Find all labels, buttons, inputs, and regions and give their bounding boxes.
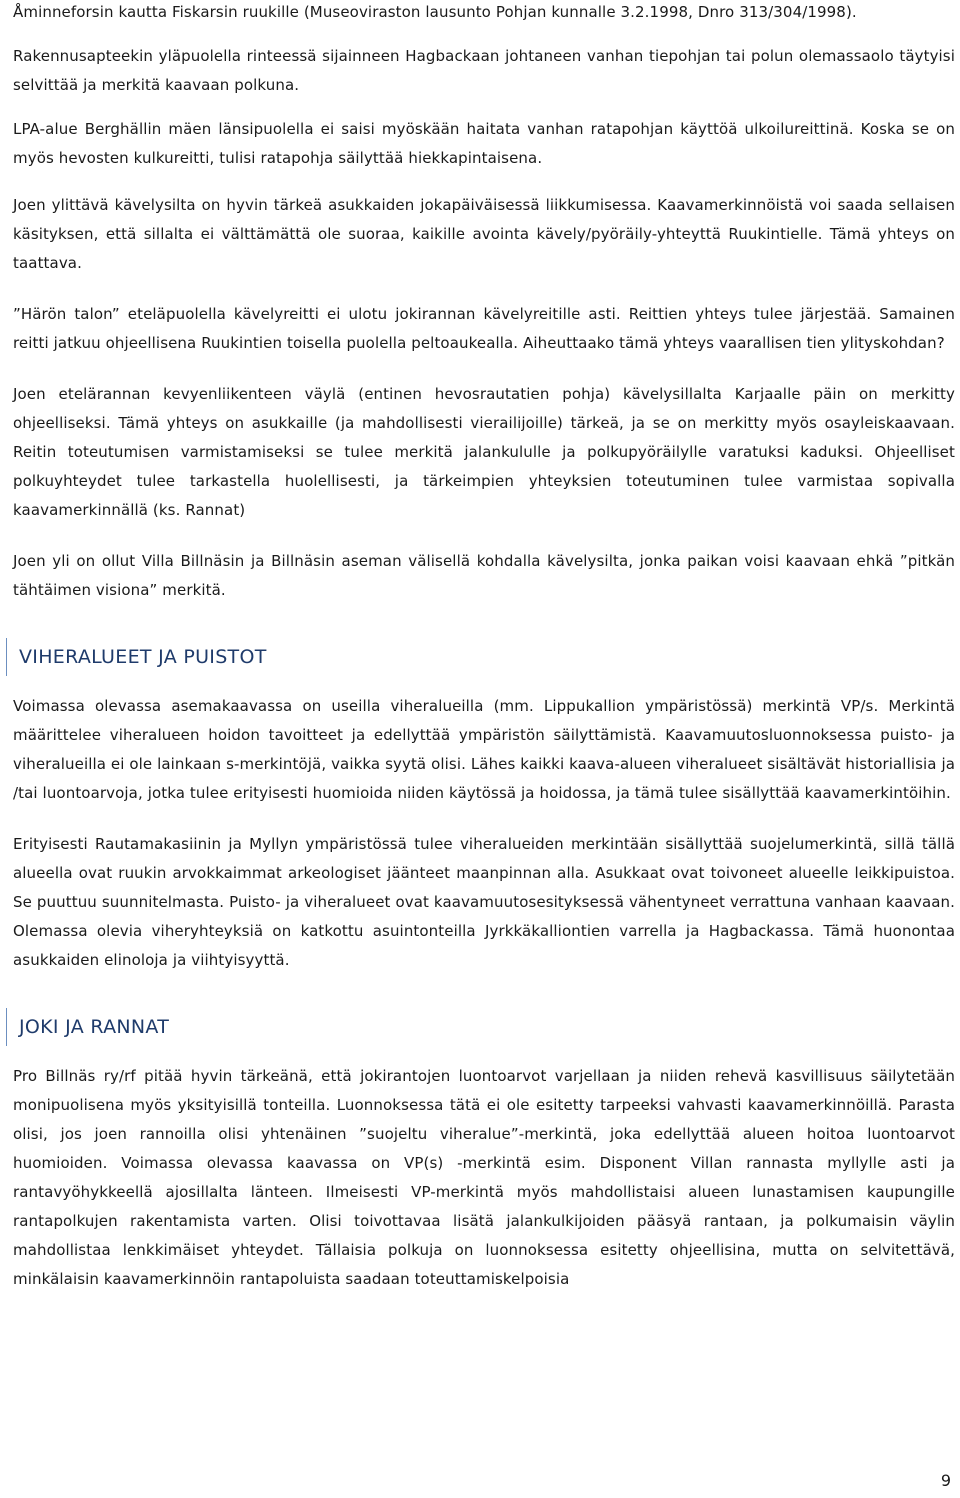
paragraph: Joen yli on ollut Villa Billnäsin ja Billnäsin aseman välisellä kohdalla kävelysilta, jonka paikan voisi kaavaan ehkä ”pitkän tähtäimen visiona” merkitä. bbox=[13, 552, 955, 599]
paragraph: ”Härön talon” eteläpuolella kävelyreitti ei ulotu jokirannan kävelyreitille asti. Reittien yhteys tulee järjestää. Samainen reitti jatkuu ohjeellisena Ruukintien toisella puolella peltoaukealla. Aiheuttaako tämä yhteys vaarallisen tien ylityskohdan? bbox=[13, 305, 955, 352]
paragraph: LPA-alue Berghällin mäen länsipuolella ei saisi myöskään haitata vanhan ratapohjan käyttöä ulkoilureittinä. Koska se on myös hevosten kulkureitti, tulisi ratapohja säilyttää hiekkapintaisena. bbox=[13, 120, 955, 167]
paragraph: Åminneforsin kautta Fiskarsin ruukille (Museoviraston lausunto Pohjan kunnalle 3.2.1998, Dnro 313/304/1998). bbox=[13, 3, 857, 21]
page-number: 9 bbox=[940, 1471, 951, 1490]
paragraph: Erityisesti Rautamakasiinin ja Myllyn ympäristössä tulee viheralueiden merkintään sisällyttää suojelumerkintä, sillä tällä alueella ovat ruukin arvokkaimmat arkeologiset jäänteet maanpinnan alla. Asukkaat ovat toivoneet alueelle leikkipuistoa. Se puuttuu suunnitelmasta. Puisto- ja viheralueet ovat kaavamuutosesityksessä vähentyneet verrattuna vanhaan kaavaan. Olemassa olevia viheryhteyksiä on katkottu asuintonteilla Jyrkkäkalliontien varrella ja Hagbackassa. Tämä huonontaa asukkaiden elinoloja ja viihtyisyyttä. bbox=[13, 835, 955, 969]
section-heading-joki-ja-rannat: JOKI JA RANNAT bbox=[6, 1008, 955, 1046]
paragraph: Joen ylittävä kävelysilta on hyvin tärkeä asukkaiden jokapäiväisessä liikkumisessa. Kaavamerkinnöistä voi saada sellaisen käsityksen, että sillalta ei välttämättä ole suoraa, kaikille avointa kävely/pyöräily-yhteyttä Ruukintielle. Tämä yhteys on taattava. bbox=[13, 196, 955, 272]
document-page bbox=[13, 0, 955, 1294]
paragraph: Rakennusapteekin yläpuolella rinteessä sijainneen Hagbackaan johtaneen vanhan tiepohjan tai polun olemassaolo täytyisi selvittää ja merkitä kaavaan polkuna. bbox=[13, 47, 955, 94]
paragraph: Joen etelärannan kevyenliikenteen väylä (entinen hevosrautatien pohja) kävelysillalta Karjaalle päin on merkitty ohjeelliseksi. Tämä yhteys on asukkaille (ja mahdollisesti vierailijoille) tärkeä, ja se on merkitty myös osayleiskaavaan. Reitin toteutumisen varmistamiseksi se tulee merkitä jalankululle ja polkupyöräilylle varatuksi kaduksi. Ohjeelliset polkuyhteydet tulee tarkastella huolellisesti, ja tärkeimpien yhteyksien toteutuminen tulee varmistaa sopivalla kaavamerkinnällä (ks. Rannat) bbox=[13, 385, 955, 519]
paragraph: Pro Billnäs ry/rf pitää hyvin tärkeänä, että jokirantojen luontoarvot varjellaan ja niiden rehevä kasvillisuus säilytetään monipuolisena myös yksityisillä tonteilla. Luonnoksessa tätä ei ole esitetty tarpeeksi vahvasti kaavamerkinnöillä. Parasta olisi, jos joen rannoilla olisi yhtenäinen ”suojeltu viheralue”-merkintä, joka edellyttää alueen hoitoa luontoarvot huomioiden. Voimassa olevassa kaavassa on VP(s) -merkintä esim. Disponent Villan rannasta myllylle asti ja rantavyöhykkeellä ajosillalta länteen. Ilmeisesti VP-merkintä myös mahdollistaisi alueen lunastamisen kaupungille rantapolkujen rakentamista varten. Olisi toivottavaa lisätä jalankulkijoiden pääsyä rantaan, ja polkumaisin väylin mahdollistaa lenkkimäiset yhteydet. Tällaisia polkuja on luonnoksessa esitetty ohjeellisina, mutta on selvitettävä, minkälaisin kaavamerkinnöin rantapoluista saadaan toteuttamiskelpoisia bbox=[13, 1067, 955, 1288]
section-heading-viheralueet: VIHERALUEET JA PUISTOT bbox=[6, 638, 955, 676]
paragraph: Voimassa olevassa asemakaavassa on useilla viheralueilla (mm. Lippukallion ympäristössä) merkintä VP/s. Merkintä määrittelee viheralueen hoidon tavoitteet ja edellyttää ympäristön säilyttämistä. Kaavamuutosluonnoksessa puisto- ja viheralueilla ei ole lainkaan s-merkintöjä, vaikka syytä olisi. Lähes kaikki kaava-alueen viheralueet sisältävät historiallisia ja /tai luontoarvoja, jotka tulee erityisesti huomioida niiden käytössä ja hoidossa, ja tämä tulee sisällyttää kaavamerkintöihin. bbox=[13, 697, 956, 802]
